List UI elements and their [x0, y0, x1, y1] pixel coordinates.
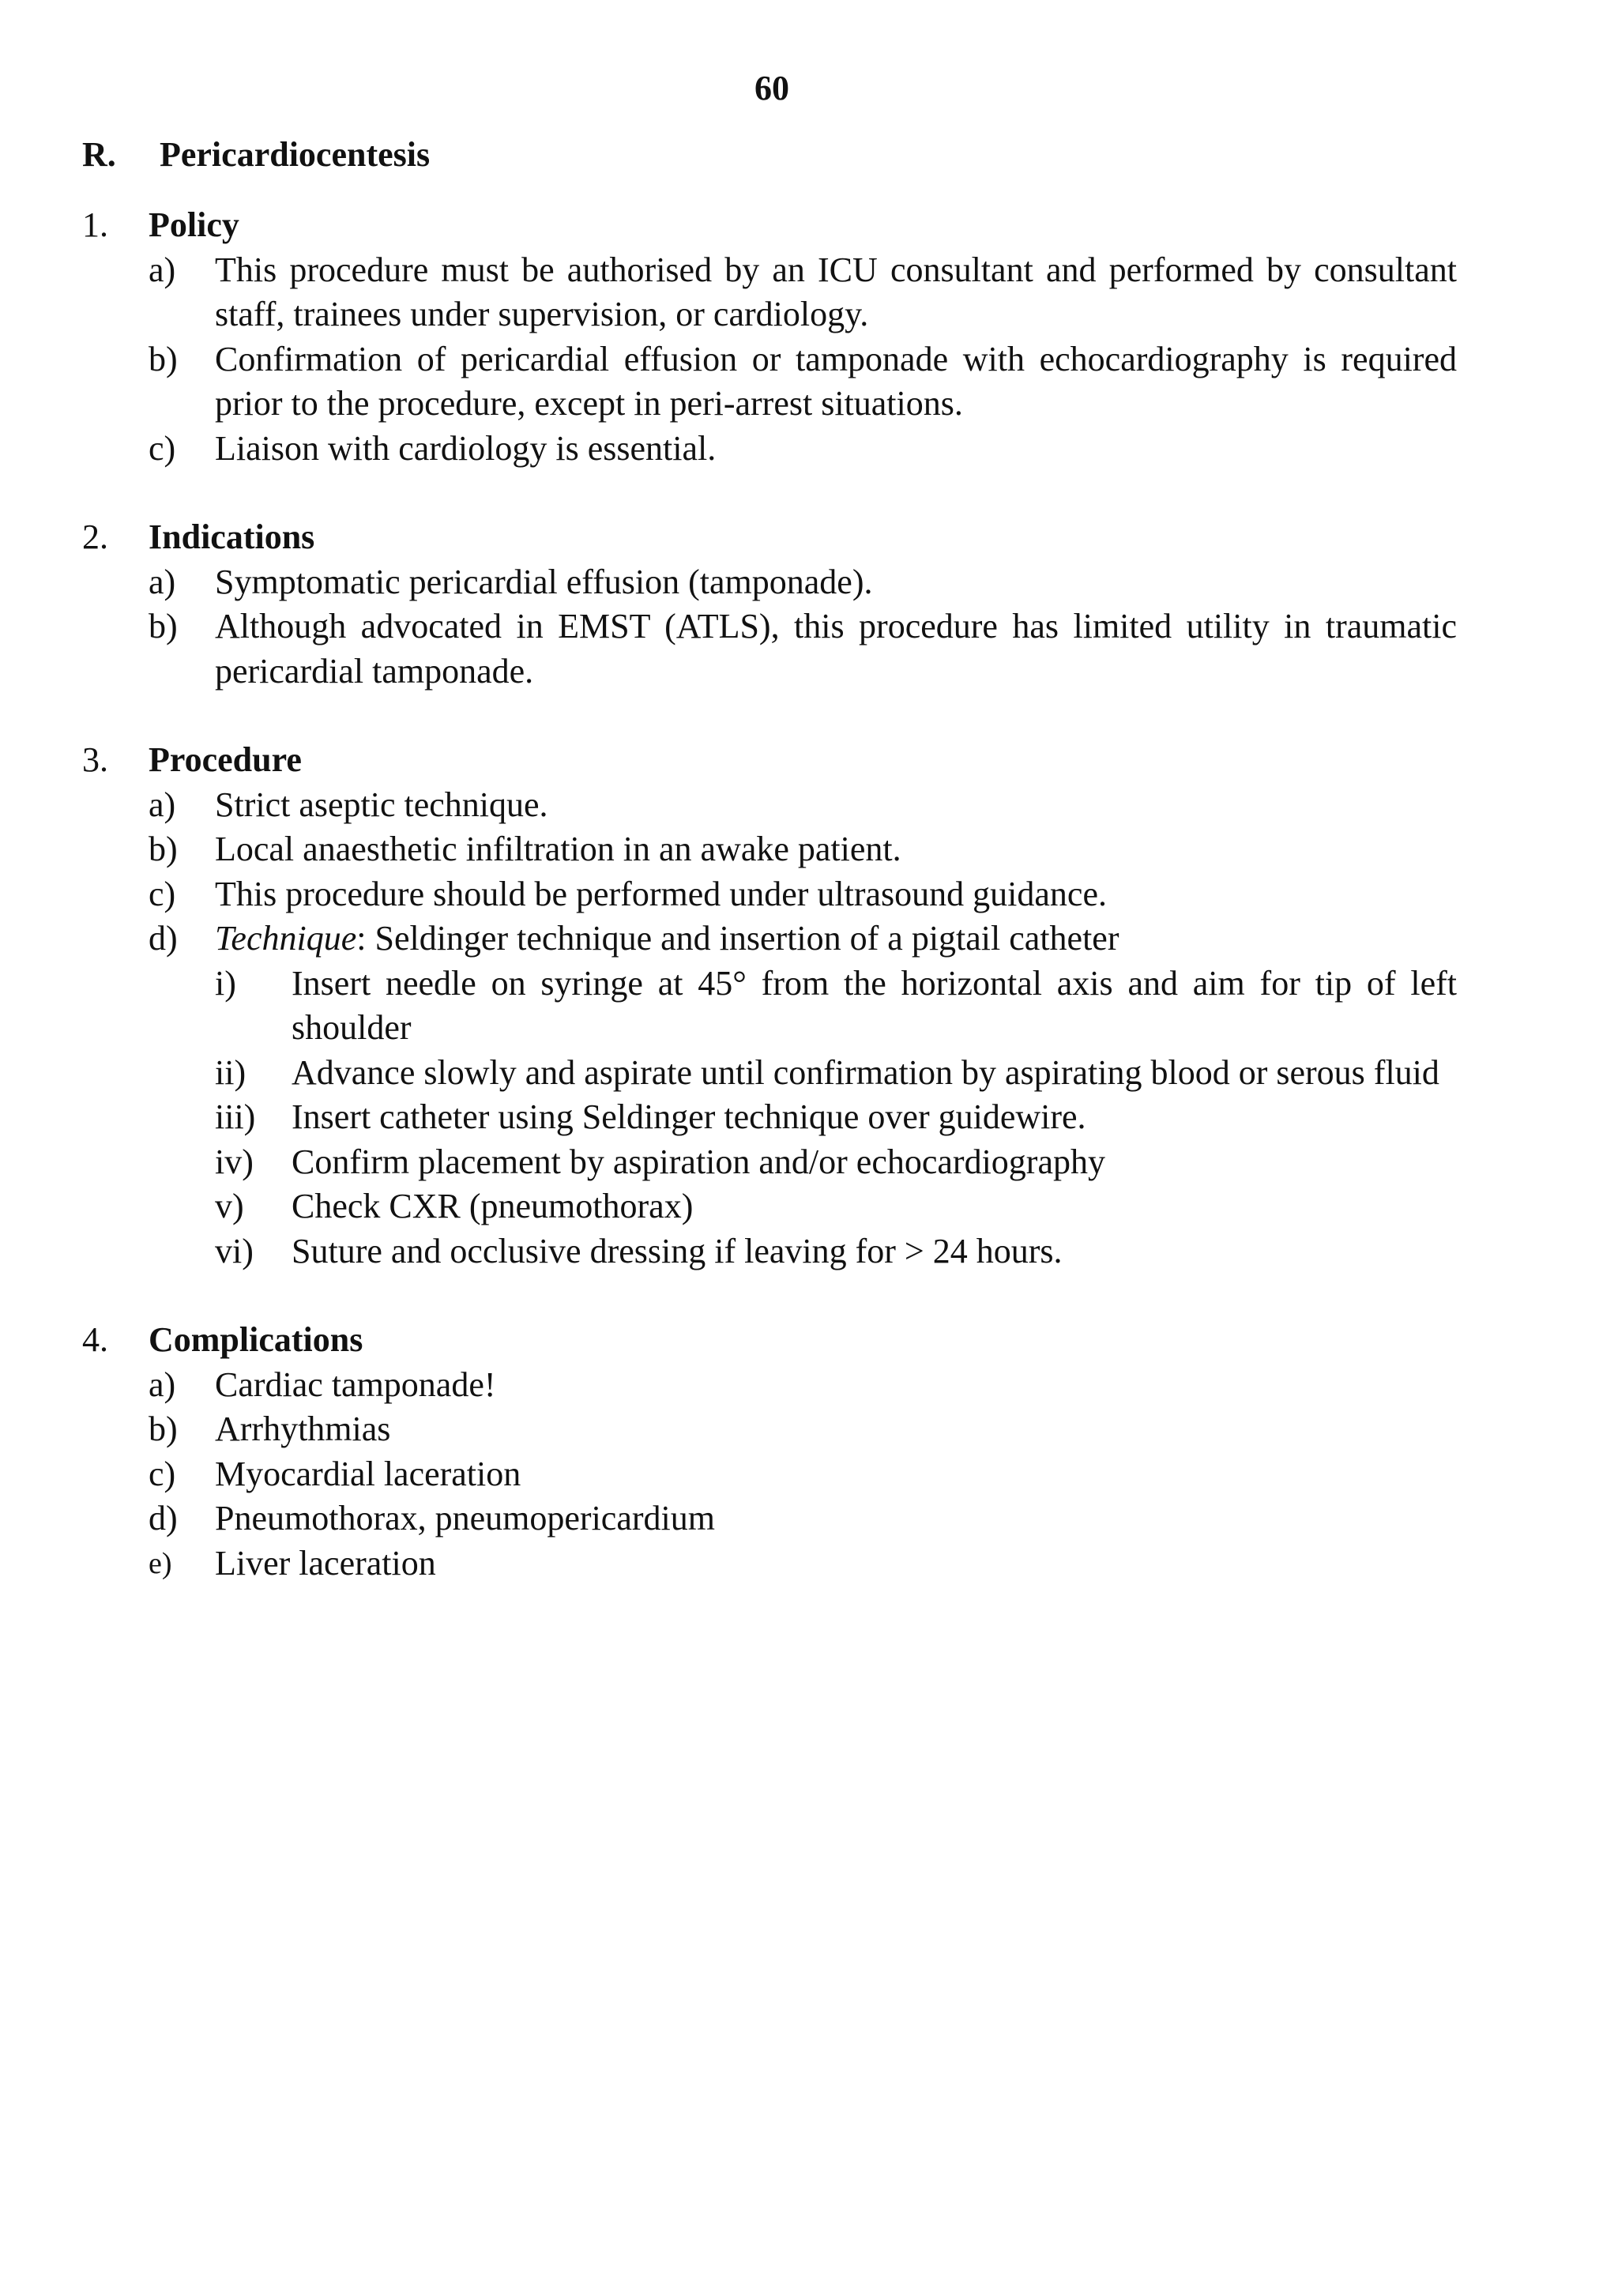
- list-item-text: Symptomatic pericardial effusion (tamponade).: [215, 562, 873, 601]
- list-item: [82, 427, 1457, 472]
- list-marker: c): [149, 874, 176, 913]
- sub-list-item: [82, 1051, 1457, 1096]
- list-item-text: This procedure should be performed under ultrasound guidance.: [215, 874, 1107, 913]
- list-item-text: [215, 919, 1119, 958]
- section-title: Complications: [149, 1320, 363, 1359]
- technique-label: Technique: [215, 919, 357, 958]
- list-item: [82, 872, 1457, 917]
- procedure-section: [82, 738, 1457, 1274]
- list-item: [82, 1496, 1457, 1541]
- list-item: [82, 337, 1457, 427]
- sub-list-marker: v): [215, 1187, 244, 1225]
- list-item: [82, 248, 1457, 337]
- list-marker: a): [149, 1364, 176, 1404]
- policy-section: [82, 203, 1457, 471]
- sub-list-marker: ii): [215, 1052, 246, 1092]
- list-item: [82, 827, 1457, 872]
- section-heading-row: [82, 203, 1457, 248]
- list-marker: b): [149, 607, 178, 646]
- list-marker: c): [149, 1454, 176, 1493]
- section-title: Procedure: [149, 740, 302, 779]
- list-marker: a): [149, 785, 176, 824]
- section-number: 3.: [82, 740, 108, 779]
- list-item: [82, 1407, 1457, 1452]
- list-item: [82, 783, 1457, 828]
- list-item-text: Pneumothorax, pneumopericardium: [215, 1499, 715, 1538]
- list-item: [82, 1541, 1457, 1586]
- list-item: [82, 917, 1457, 962]
- list-item-text: Myocardial laceration: [215, 1454, 521, 1493]
- sub-list-item: [82, 1095, 1457, 1140]
- section-title: Policy: [149, 205, 239, 244]
- complications-section: [82, 1318, 1457, 1586]
- sub-list-item: [82, 1184, 1457, 1229]
- sub-list-item-text: Insert catheter using Seldinger technique over guidewire.: [292, 1097, 1086, 1136]
- list-item-text: Although advocated in EMST (ATLS), this procedure has limited utility in traumatic pericardial tamponade.: [215, 607, 1457, 691]
- list-item: [82, 560, 1457, 605]
- list-item: [82, 604, 1457, 694]
- technique-text: : Seldinger technique and insertion of a pigtail catheter: [356, 919, 1119, 958]
- list-item-text: Strict aseptic technique.: [215, 785, 548, 824]
- document-body: [82, 203, 1457, 1586]
- list-marker: d): [149, 919, 178, 958]
- sub-list-item-text: Insert needle on syringe at 45° from the horizontal axis and aim for tip of left shoulder: [292, 963, 1457, 1047]
- section-letter: R.: [82, 135, 116, 174]
- section-heading-row: [82, 1318, 1457, 1363]
- sub-list-marker: iv): [215, 1142, 254, 1181]
- list-marker: a): [149, 562, 176, 601]
- list-marker: d): [149, 1499, 178, 1538]
- section-number: 2.: [82, 518, 108, 556]
- list-item-text: Arrhythmias: [215, 1410, 391, 1448]
- section-heading-row: [82, 738, 1457, 783]
- sub-list-marker: i): [215, 963, 236, 1003]
- list-item-text: Liver laceration: [215, 1543, 436, 1583]
- list-marker: c): [149, 428, 176, 468]
- list-item: [82, 1363, 1457, 1408]
- list-marker: b): [149, 339, 178, 378]
- list-item-text: Liaison with cardiology is essential.: [215, 428, 717, 468]
- list-marker: a): [149, 250, 176, 289]
- indications-section: [82, 515, 1457, 694]
- sub-list-item-text: Confirm placement by aspiration and/or echocardiography: [292, 1142, 1105, 1181]
- page-number: 60: [754, 69, 789, 107]
- list-marker: e): [149, 1546, 172, 1580]
- sub-list-item-text: Suture and occlusive dressing if leaving for > 24 hours.: [292, 1231, 1063, 1270]
- list-item-text: Cardiac tamponade!: [215, 1364, 496, 1404]
- list-item-text: Confirmation of pericardial effusion or tamponade with echocardiography is required prior to the procedure, except in peri-arrest situations.: [215, 339, 1457, 423]
- section-number: 1.: [82, 205, 108, 244]
- sub-list-item-text: Check CXR (pneumothorax): [292, 1187, 694, 1225]
- sub-list-marker: iii): [215, 1097, 256, 1136]
- sub-list-item-text: Advance slowly and aspirate until confirmation by aspirating blood or serous fluid: [292, 1052, 1439, 1092]
- list-marker: b): [149, 1410, 178, 1448]
- section-heading-row: [82, 515, 1457, 560]
- sub-list-item: [82, 1140, 1457, 1185]
- list-item: [82, 1452, 1457, 1497]
- section-title: Pericardiocentesis: [160, 135, 431, 174]
- sub-list-item: [82, 962, 1457, 1051]
- list-marker: b): [149, 830, 178, 868]
- list-item-text: This procedure must be authorised by an ICU consultant and performed by consultant staff, trainees under supervision, or cardiology.: [215, 250, 1457, 333]
- sub-list-marker: vi): [215, 1231, 254, 1270]
- section-title: Indications: [149, 518, 315, 556]
- section-number: 4.: [82, 1320, 108, 1359]
- section-heading: [82, 131, 430, 179]
- sub-list-item: [82, 1229, 1457, 1274]
- list-item-text: Local anaesthetic infiltration in an awake patient.: [215, 830, 901, 868]
